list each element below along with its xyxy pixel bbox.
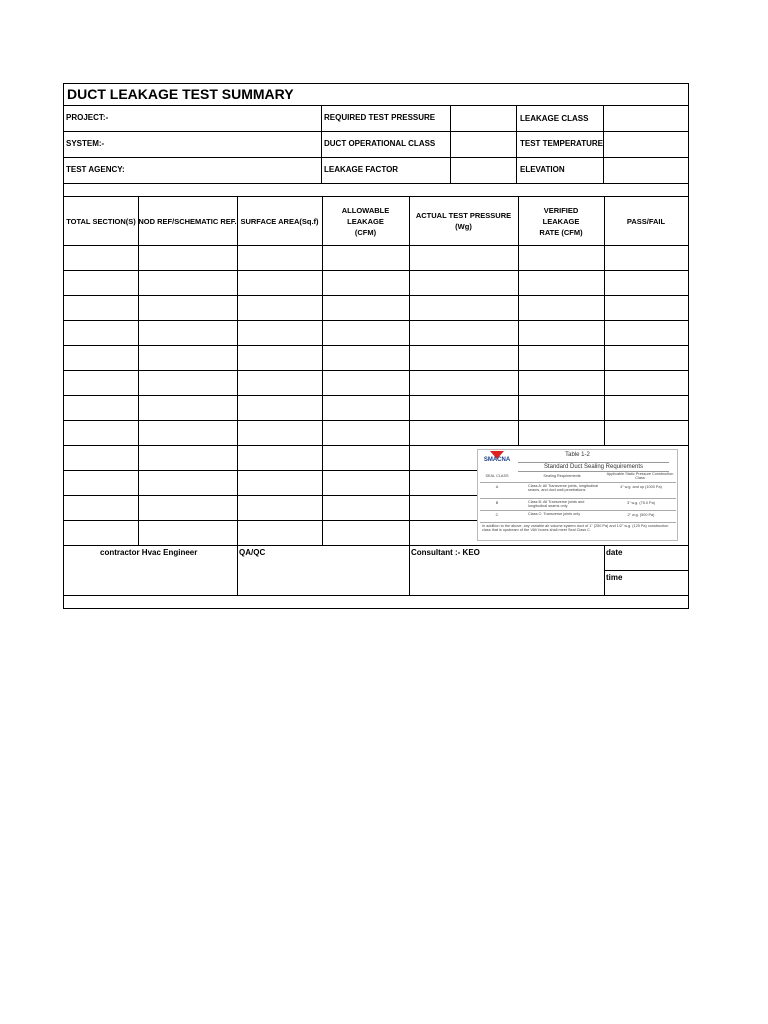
col-header-allowable-leakage: ALLOWABLE LEAKAGE (CFM) xyxy=(341,205,390,237)
col-header-total-section: TOTAL SECTION(S) xyxy=(66,216,136,226)
col-header-nod-ref: NOD REF/SCHEMATIC REF. xyxy=(138,216,237,226)
table-cell[interactable] xyxy=(139,296,237,320)
table-cell[interactable] xyxy=(139,396,237,420)
table-cell[interactable] xyxy=(519,271,604,295)
table-cell[interactable] xyxy=(65,446,138,470)
table-cell[interactable] xyxy=(323,471,409,495)
table-cell[interactable] xyxy=(519,396,604,420)
table-cell[interactable] xyxy=(519,421,604,445)
duct-operational-class-label: DUCT OPERATIONAL CLASS xyxy=(324,139,436,148)
table-cell[interactable] xyxy=(65,496,138,520)
date-label: date xyxy=(606,548,623,557)
divider xyxy=(64,545,688,546)
form-title: DUCT LEAKAGE TEST SUMMARY xyxy=(67,86,294,102)
col-header-surface-area: SURFACE AREA(Sq.f) xyxy=(240,216,319,226)
smacna-row-b-req: Class B: All Transverse joints and longitudinal seams only xyxy=(528,500,585,509)
table-cell[interactable] xyxy=(238,321,322,345)
smacna-divider xyxy=(480,510,676,511)
table-cell[interactable] xyxy=(139,421,237,445)
test-temperature-field[interactable] xyxy=(604,132,688,157)
table-cell[interactable] xyxy=(605,271,688,295)
smacna-row-a-pressure: 4" w.g. and up (1000 Pa) xyxy=(620,485,662,489)
required-test-pressure-field[interactable] xyxy=(451,106,516,131)
divider xyxy=(64,595,688,596)
table-cell[interactable] xyxy=(519,371,604,395)
smacna-seal-table-image xyxy=(477,449,678,541)
table-cell[interactable] xyxy=(323,346,409,370)
smacna-logo-text: SMACNA xyxy=(483,457,511,463)
table-cell[interactable] xyxy=(605,396,688,420)
duct-leakage-form xyxy=(63,83,689,609)
system-field[interactable] xyxy=(134,132,320,157)
leakage-class-label: LEAKAGE CLASS xyxy=(520,114,589,123)
table-cell[interactable] xyxy=(410,371,518,395)
table-cell[interactable] xyxy=(139,246,237,270)
table-cell[interactable] xyxy=(323,371,409,395)
table-cell[interactable] xyxy=(65,421,138,445)
divider xyxy=(409,545,410,595)
col-header-verified-leakage: VERIFIED LEAKAGE RATE (CFM) xyxy=(539,205,583,237)
table-cell[interactable] xyxy=(139,521,237,545)
table-cell[interactable] xyxy=(410,321,518,345)
table-cell[interactable] xyxy=(238,496,322,520)
table-cell[interactable] xyxy=(323,396,409,420)
table-cell[interactable] xyxy=(139,496,237,520)
table-cell[interactable] xyxy=(65,271,138,295)
table-cell[interactable] xyxy=(323,496,409,520)
table-cell[interactable] xyxy=(605,246,688,270)
smacna-divider xyxy=(480,498,676,499)
smacna-divider xyxy=(480,522,676,523)
leakage-class-field[interactable] xyxy=(604,106,688,131)
table-cell[interactable] xyxy=(605,371,688,395)
table-cell[interactable] xyxy=(139,321,237,345)
table-cell[interactable] xyxy=(605,346,688,370)
table-cell[interactable] xyxy=(238,471,322,495)
table-cell[interactable] xyxy=(139,371,237,395)
table-cell[interactable] xyxy=(323,246,409,270)
contractor-hvac-engineer-label: contractor Hvac Engineer xyxy=(100,548,198,557)
smacna-row-b-class: B xyxy=(495,501,499,505)
table-cell[interactable] xyxy=(410,421,518,445)
table-cell[interactable] xyxy=(238,446,322,470)
divider xyxy=(237,545,238,595)
table-cell[interactable] xyxy=(139,271,237,295)
test-agency-field[interactable] xyxy=(134,158,320,183)
table-cell[interactable] xyxy=(139,471,237,495)
table-cell[interactable] xyxy=(65,321,138,345)
smacna-row-c-pressure: 2" w.g. (500 Pa) xyxy=(627,513,655,517)
divider xyxy=(321,105,322,183)
table-cell[interactable] xyxy=(605,321,688,345)
smacna-table-subtitle: Standard Duct Sealing Requirements xyxy=(518,462,669,472)
table-cell[interactable] xyxy=(410,396,518,420)
divider xyxy=(604,570,688,571)
project-field[interactable] xyxy=(134,106,320,131)
col-header-actual-test-pressure: ACTUAL TEST PRESSURE (Wg) xyxy=(415,211,512,231)
leakage-factor-label: LEAKAGE FACTOR xyxy=(324,165,399,174)
table-cell[interactable] xyxy=(238,271,322,295)
table-cell[interactable] xyxy=(238,396,322,420)
table-cell[interactable] xyxy=(139,446,237,470)
smacna-col-static-pressure: Applicable Static Pressure Construction Class xyxy=(606,472,674,481)
table-cell[interactable] xyxy=(238,521,322,545)
table-cell[interactable] xyxy=(323,521,409,545)
required-test-pressure-label: REQUIRED TEST PRESSURE xyxy=(324,113,436,122)
table-cell[interactable] xyxy=(519,321,604,345)
table-cell[interactable] xyxy=(323,446,409,470)
smacna-row-c-req: Class C: Transverse joints only xyxy=(528,512,581,516)
table-cell[interactable] xyxy=(65,521,138,545)
smacna-table-title: Table 1-2 xyxy=(565,452,590,458)
smacna-col-seal-class: SEAL CLASS xyxy=(485,474,509,478)
table-cell[interactable] xyxy=(323,421,409,445)
table-cell[interactable] xyxy=(605,296,688,320)
test-agency-label: TEST AGENCY: xyxy=(66,165,125,174)
smacna-note: In addition to the above, any variable air volume system duct of 1" (250 Pa) and 1/2" w.g. (125 Pa) construction class that is upstream of the VAV boxes shall meet Seal Class C. xyxy=(482,524,669,533)
project-label: PROJECT:- xyxy=(66,113,109,122)
table-cell[interactable] xyxy=(519,246,604,270)
smacna-divider xyxy=(480,482,676,483)
table-cell[interactable] xyxy=(238,296,322,320)
elevation-field[interactable] xyxy=(604,158,688,183)
table-cell[interactable] xyxy=(238,371,322,395)
smacna-col-sealing-req: Sealing Requirements xyxy=(543,474,581,478)
table-cell[interactable] xyxy=(65,371,138,395)
table-cell[interactable] xyxy=(65,471,138,495)
table-cell[interactable] xyxy=(65,246,138,270)
table-cell[interactable] xyxy=(323,271,409,295)
table-cell[interactable] xyxy=(410,246,518,270)
elevation-label: ELEVATION xyxy=(520,165,565,174)
table-cell[interactable] xyxy=(238,421,322,445)
table-cell[interactable] xyxy=(65,396,138,420)
table-cell[interactable] xyxy=(410,346,518,370)
table-cell[interactable] xyxy=(238,246,322,270)
table-cell[interactable] xyxy=(519,346,604,370)
col-header-pass-fail: PASS/FAIL xyxy=(626,216,666,226)
test-temperature-label: TEST TEMPERATURE xyxy=(520,139,603,148)
table-cell[interactable] xyxy=(519,296,604,320)
smacna-row-c-class: C xyxy=(495,513,499,517)
duct-operational-class-field[interactable] xyxy=(451,132,516,157)
divider xyxy=(516,105,517,183)
table-cell[interactable] xyxy=(238,346,322,370)
time-label: time xyxy=(606,573,623,582)
table-cell[interactable] xyxy=(410,296,518,320)
table-cell[interactable] xyxy=(410,271,518,295)
qaqc-label: QA/QC xyxy=(239,548,266,557)
system-label: SYSTEM:- xyxy=(66,139,105,148)
consultant-label: Consultant :- KEO xyxy=(411,548,480,557)
leakage-factor-field[interactable] xyxy=(451,158,516,183)
smacna-row-b-pressure: 3" w.g. (75.0 Pa) xyxy=(627,501,655,505)
table-cell[interactable] xyxy=(323,296,409,320)
divider xyxy=(64,183,688,184)
table-cell[interactable] xyxy=(323,321,409,345)
smacna-row-a-class: A xyxy=(495,485,499,489)
table-cell[interactable] xyxy=(65,296,138,320)
smacna-row-a-req: Class A: All Transverse joints, longitudinal seams, and duct wall penetrations xyxy=(528,484,599,493)
table-cell[interactable] xyxy=(605,421,688,445)
table-cell[interactable] xyxy=(65,346,138,370)
table-cell[interactable] xyxy=(139,346,237,370)
